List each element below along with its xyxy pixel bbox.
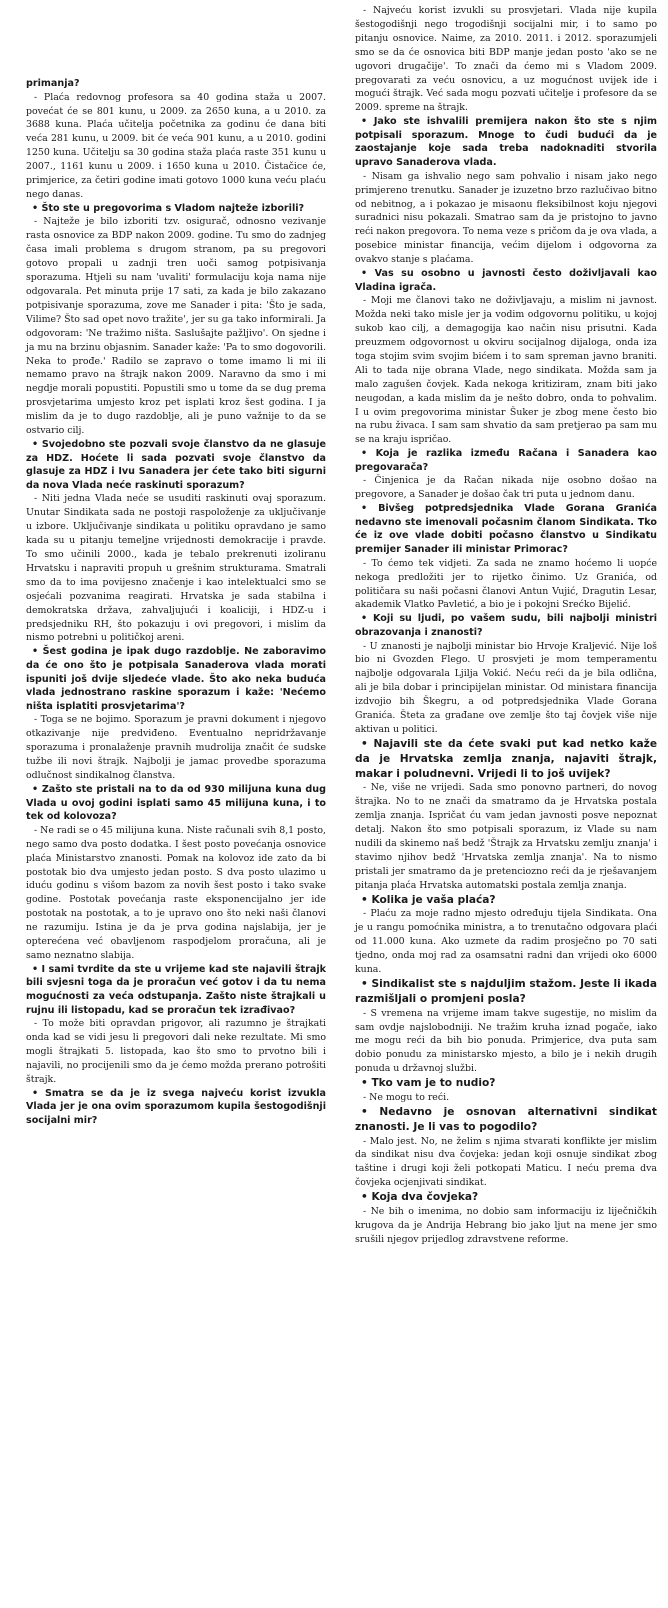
interview-answer: - S vremena na vrijeme imam takve sugestije, no mislim da sam ovdje najslobodniji. Ne tražim kruha iznad pogače, iako me mogu reći da bih bio ponuda. Primjerice, dva puta sam dobio ponudu za ministarsko mjesto, a bilo je i nekih drugih ponuda u državnoj službi. [355,1007,657,1075]
right-column [355,4,657,1247]
interview-question: • Nedavno je osnovan alternativni sindikat znanosti. Je li vas to pogodilo? [355,1105,657,1133]
interview-question: • Vas su osobno u javnosti često doživljavali kao Vladina igrača. [355,268,657,293]
interview-question: • Najavili ste da ćete svaki put kad netko kaže da je Hrvatska zemlja znanja, najaviti štrajk, makar i poludnevni. Vrijedi li to još uvijek? [355,737,657,780]
interview-answer: - Najteže je bilo izboriti tzv. osigurač, odnosno vezivanje rasta osnovice za BDP nakon 2009. godine. Tu smo do zadnjeg časa imali problema s drugom stranom, pa su pregovori gotovo propali u zadnji tren uoči samog potpisivanja sporazuma. Htjeli su nam 'uvaliti' formulaciju koja nama nije odgovarala. Pet minuta prije 17 sati, za kada je bilo zakazano potpisivanje sporazuma, zove me Sanader i pita: 'Što je sada, Vilime? Što sad opet novo tražite', jer su ga tako informirali. Ja odgovoram: 'Ne tražimo ništa. Saslušajte pažljivo'. On sjedne i ja mu na brzinu objasnim. Sanader kaže: 'Pa to smo dogovorili. Neka to prođe.' Radilo se zapravo o tome imamo li mi ili nemamo pravo na štrajk nakon 2009. Naravno da smo i mi negdje morali popustiti. Popustili smo u tome da se dug prema prosvjetarima umjesto kroz pet isplati kroz šest godina. I ja mislim da je to dugo razdoblje, ali je puno važnije to da se ostvario cilj. [26,216,326,437]
interview-question: • Šest godina je ipak dugo razdoblje. Ne zaboravimo da će ono što je potpisala Sanaderova vlada morati ispuniti još dvije sljedeće vlade. Što ako neka buduća vlada jednostrano raskine sporazum i kaže: 'Nećemo ništa isplatiti prosvjetarima'? [26,646,326,712]
interview-question: • Što ste u pregovorima s Vladom najteže izborili? [32,202,305,214]
interview-question: • Koji su ljudi, po vašem sudu, bili najbolji ministri obrazovanja i znanosti? [355,613,657,638]
interview-question: • Zašto ste pristali na to da od 930 milijuna kuna dug Vlada u ovoj godini isplati samo 45 milijuna kuna, i to tek od kolovoza? [26,783,326,823]
interview-question: • Bivšeg potpredsjednika Vlade Gorana Granića nedavno ste imenovali počasnim članom Sindikata. Tko će iz ove vlade dobiti počasno članstvo u Sindikatu premijer Sanader ili ministar Primorac? [355,503,657,556]
interview-answer: - Nisam ga ishvalio nego sam pohvalio i nisam jako nego primjereno trenutku. Sanader je izuzetno brzo razlučivao bitno od nebitnog, a i pokazao je misaonu fleksibilnost koju njegovi suradnici nisu pokazali. Smatrao sam da je pristojno to javno reći nakon pregovora. To nema veze s pričom da je ova vlada, a posebice ministar financija, većim dijelom i odgovorna za ovakvo stanje s plaćama. [355,170,657,266]
interview-question: • Koja dva čovjeka? [361,1191,479,1204]
interview-answer: - Ne, više ne vrijedi. Sada smo ponovno partneri, do novog štrajka. No to ne znači da smatramo da je Hrvatska postala zemlja znanja. Ispričat ću vam jedan javnosti posve nepoznat detalj. Nakon što smo potpisali sporazum, iz Vlade su nam nudili da skinemo naš bedž 'Štrajk za Hrvatsku zemlju znanja' i stavimo njihov bedž 'Hrvatska zemlja znanja'. Na to nismo pristali jer smatramo da je pretenciozno reći da je rješavanjem pitanja plaća Hrvatska automatski postala zemlja znanja. [355,782,657,891]
interview-answer: - Plaća redovnog profesora sa 40 godina staža u 2007. povećat će se 801 kunu, u 2009. za 2650 kuna, a u 2010. za 3688 kuna. Plaća učitelja početnika za godinu će dana biti veća 281 kunu, u 2009. bit će veća 901 kunu, a u 2010. godini 1250 kuna. Učitelju sa 30 godina staža plaća raste 351 kunu u 2007., 1161 kunu u 2009. i 1650 kuna u 2010. Čistačice će, primjerice, za četiri godine imati gotovo 1000 kuna veću plaću nego danas. [26,91,326,200]
interview-answer: - Činjenica je da Račan nikada nije osobno došao na pregovore, a Sanader je došao čak tri puta u jednom danu. [355,475,657,501]
interview-question: • Smatra se da je iz svega najveću korist izvukla Vlada jer je ona ovim sporazumom kupila šestogodišnji socijalni mir? [26,1087,326,1127]
interview-question: • Sindikalist ste s najduljim stažom. Jeste li ikada razmišljali o promjeni posla? [355,977,657,1005]
interview-answer: - Plaću za moje radno mjesto određuju tijela Sindikata. Ona je u rangu pomoćnika ministra, a to trenutačno odgovara plaći od 11.000 kuna. Ako uzmete da radim prosječno po 70 sati tjedno, onda moj rad za osamsatni radni dan vrijedi oko 6000 kuna. [355,908,657,976]
interview-answer: - Najveću korist izvukli su prosvjetari. Vlada nije kupila šestogodišnji nego trogodišnji socijalni mir, i to samo po pitanju osnovice. Naime, za 2010. 2011. i 2012. sporazumjeli smo se da će osnovica biti BDP manje jedan posto 'ako se ne ugovori drugačije'. To znači da ćemo mi s Vladom 2009. pregovarati za veću osnovicu, a uz mogućnost uvijek ide i mogući štrajk. Već sada mogu pozvati učitelje i profesore da se 2009. spreme na štrajk. [355,5,657,114]
interview-question: • Svojedobno ste pozvali svoje članstvo da ne glasuje za HDZ. Hoćete li sada pozvati svoje članstvo da glasuje za HDZ i Ivu Sanadera jer ćete tako biti sigurni da nova Vlada neće raskinuti sporazum? [26,438,326,491]
interview-answer: - Niti jedna Vlada neće se usuditi raskinuti ovaj sporazum. Unutar Sindikata sada ne postoji raspoloženje za uključivanje u izbore. Uključivanje sindikata u politiku opravdano je samo kada su u pitanju temeljne vrijednosti demokracije i pravde. To smo učinili 2000., kada je tebalo prekrenuti izoliranu Hrvatsku i napraviti propuh u grešnim strukturama. Smatrali smo da to ima povijesno značenje i kao intelektualci smo se osjećali pozvanima reagirati. Hrvatska je sada stabilna i demokratska država, zahvaljujući i koaliciji, i HDZ-u i predsjedniku RH, što pokazuju i ovi pregovori, i mislim da nismo potrebni u političkoj areni. [26,493,326,644]
interview-answer: - Malo jest. No, ne želim s njima stvarati konflikte jer mislim da sindikat nisu dva čovjeka: jedan koji osnuje sindikat zbog taštine i drugi koji želi potkopati Maticu. I neću prema dva čovjeka ocjenjivati sindikat. [355,1135,657,1189]
right-article-body [355,4,657,1247]
interview-question: • Jako ste ishvalili premijera nakon što ste s njim potpisali sporazum. Mnoge to čudi budući da je zaostajanje koje sada treba nadoknaditi stvorila upravo Sanaderova vlada. [355,116,657,169]
interview-answer: - Moji me članovi tako ne doživljavaju, a mislim ni javnost. Možda neki tako misle jer ja vodim odgovornu politiku, u kojoj sukob kao cilj, a demagogija kao način nisu prisutni. Kada preuzmem odgovornost u okviru socijalnog dijaloga, onda iza toga stojim svim svojim bićem i to sam spreman javno braniti. Ali to tada nije obrana Vlade, nego sindikata. Možda sam ja malo zagušen čovjek. Kada nekoga kritiziram, znam biti jako neugodan, a kada mislim da je nešto dobro, onda to pohvalim. I u ovim pregovorima ministar Šuker je zbog mene često bio na rubu živaca. I sam sam shvatio da sam pretjerao pa sam mu se na kraju ispričao. [355,295,657,446]
interview-answer: - To može biti opravdan prigovor, ali razumno je štrajkati onda kad se vidi jesu li pregovori dali neke rezultate. Mi smo mogli štrajkati 5. listopada, kao što smo to prvotno bili i najavili, no procijenili smo da je ćemo možda prerano potrošiti štrajk. [26,1018,326,1085]
interview-answer: - Ne bih o imenima, no dobio sam informaciju iz liječničkih krugova da je Andrija Hebrang bio jako ljut na mene jer smo srušili njegov prijedlog zdravstvene reforme. [355,1206,657,1245]
interview-question: • I sami tvrdite da ste u vrijeme kad ste najavili štrajk bili svjesni toga da je proračun već gotov i da tu nema mogućnosti za veća odstupanja. Zašto niste štrajkali u rujnu ili listopadu, kad se proračun tek izrađivao? [26,963,326,1016]
interview-question: • Tko vam je to nudio? [361,1077,496,1090]
left-article-body [26,91,326,1128]
interview-answer: - To ćemo tek vidjeti. Za sada ne znamo hoćemo li uopće nekoga predložiti jer to rijetko činimo. Uz Granića, od političara su naši počasni članovi Antun Vujić, Dragutin Lesar, akademik Vlatko Pavletić, a bio je i pokojni Srećko Bijelić. [355,557,657,611]
question-heading: primanja? [26,78,80,89]
interview-question: • Koja je razlika između Račana i Sanadera kao pregovarača? [355,448,657,473]
left-column [26,77,326,1128]
interview-answer: - Ne radi se o 45 milijuna kuna. Niste računali svih 8,1 posto, nego samo dva posto dodatka. I šest posto povećanja osnovice plaća Ministarstvo znanosti. Pomak na kolovoz ide zato da bi postotak bio dva umjesto jedan posto. S dva posto ulazimo u iduću godinu s višom bazom za novih šest posto i tako svake godine. Postotak povećanja raste eksponencijalno jer ide postotak na postotak, a to je upravo ono što neki naši članovi ne razumiju. Istina je da je prva godina najslabija, jer je opterećena već obavljenom raspodjelom proračuna, ali je samo neznatno slabija. [26,824,326,961]
interview-answer: - Ne mogu to reći. [363,1091,450,1103]
interview-question: • Kolika je vaša plaća? [361,893,496,906]
interview-answer: - Toga se ne bojimo. Sporazum je pravni dokument i njegovo otkazivanje nije predviđeno. Eventualno nepridržavanje sporazuma i pronalaženje pravnih mudrolija značit će sudske tužbe ili novi štrajk. Najbolji je jamac provedbe sporazuma odlučnost sindikalnog članstva. [26,714,326,782]
interview-answer: - U znanosti je najbolji ministar bio Hrvoje Kraljević. Nije loš bio ni Gvozden Flego. U prosvjeti je mom temperamentu najbolje odgovarala Ljilja Vokić. Neću reći da je bila odlična, ali je bila dobar i principijelan ministar. Od ministara financija izdvojio bih Škegru, a od potpredsjednika Vlade Gorana Granića. Šteta za građane ove zemlje što taj čovjek više nije aktivan u politici. [355,640,657,735]
